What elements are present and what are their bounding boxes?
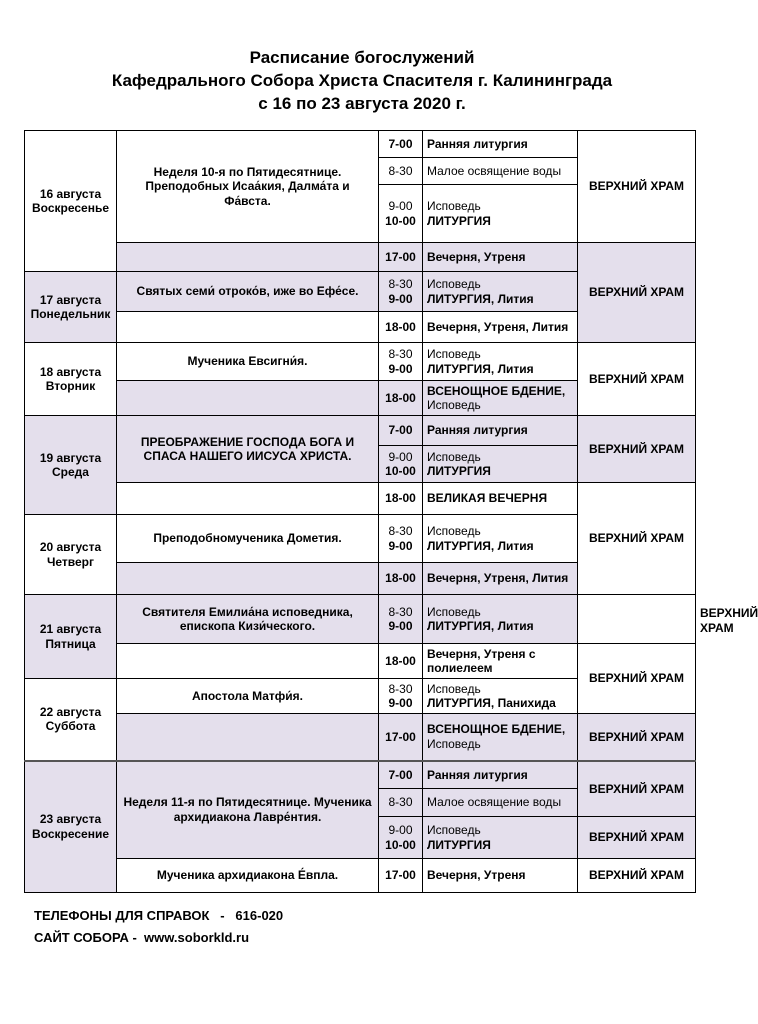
- feast-cell: Неделя 10-я по Пятидесятнице. Преподобных Исаа́кия, Далма́та и Фа́вста.: [117, 131, 379, 243]
- time-cell: 17-00: [379, 714, 423, 761]
- hall-cell: ВЕРХНИЙ ХРАМ: [578, 483, 696, 595]
- service-cell: [423, 381, 578, 416]
- service-line: ЛИТУРГИЯ: [427, 213, 491, 228]
- day-cell: [25, 679, 117, 761]
- table-row: [25, 483, 696, 515]
- service-cell: [423, 679, 578, 714]
- service-cell: Вечерня, Утреня: [423, 243, 578, 272]
- empty-cell: [117, 381, 379, 416]
- time-line: 8-30: [388, 277, 413, 292]
- table-row: [25, 859, 696, 893]
- day-date: 16 августа: [39, 186, 102, 201]
- table-row: [25, 416, 696, 446]
- empty-cell: [117, 312, 379, 343]
- service-line: Исповедь: [427, 199, 481, 214]
- service-line: ВСЕНОЩНОЕ БДЕНИЕ,: [427, 722, 566, 737]
- day-weekday: Пятница: [45, 636, 96, 651]
- time-line: 8-30: [388, 524, 413, 539]
- time-cell: [379, 679, 423, 714]
- service-cell: [423, 595, 578, 644]
- table-row: 18-00 Вечерня, Утреня, Лития ВЕРХНИЙ ХРАМ: [25, 563, 696, 595]
- time-line: 10-00: [385, 213, 416, 228]
- hall-cell: ВЕРХНИЙ ХРАМ: [578, 859, 696, 893]
- time-line: 9-00: [388, 199, 413, 214]
- time-cell: [379, 272, 423, 312]
- hall-cell: ВЕРХНИЙ ХРАМ: [578, 416, 696, 483]
- service-cell: [423, 714, 578, 761]
- day-cell: [25, 515, 117, 595]
- table-row: [25, 595, 696, 644]
- time-line: 9-00: [388, 449, 413, 464]
- day-date: 17 августа: [39, 292, 102, 307]
- time-line: 9-00: [388, 696, 413, 710]
- day-date: 18 августа: [39, 364, 102, 379]
- day-date: 20 августа: [39, 540, 102, 555]
- day-cell: [25, 343, 117, 416]
- day-cell: [25, 131, 117, 272]
- service-cell: Малое освящение воды: [423, 789, 578, 817]
- time-cell: [379, 595, 423, 644]
- service-cell: [423, 272, 578, 312]
- feast-cell: Апостола Матфи́я.: [117, 679, 379, 714]
- hall-cell: ВЕРХНИЙ ХРАМ: [578, 131, 696, 243]
- time-cell: [379, 446, 423, 483]
- time-cell: 7-00: [379, 131, 423, 158]
- day-weekday: Воскресенье: [31, 201, 109, 215]
- time-line: 9-00: [388, 823, 413, 838]
- time-line: 8-30: [388, 347, 413, 362]
- time-cell: [379, 343, 423, 381]
- day-weekday: Вторник: [45, 379, 96, 393]
- service-cell: Ранняя литургия: [423, 761, 578, 789]
- time-line: 9-00: [388, 291, 413, 306]
- cathedral-name: Кафедрального Собора Христа Спасителя г. Калининграда: [111, 71, 613, 90]
- empty-cell: [117, 644, 379, 679]
- service-line: ВСЕНОЩНОЕ БДЕНИЕ,: [427, 383, 566, 398]
- empty-cell: [117, 243, 379, 272]
- service-cell: [423, 515, 578, 563]
- feast-cell: Святителя Емилиа́на исповедника, епископа Кизи́ческого.: [117, 595, 379, 644]
- time-line: 10-00: [385, 464, 416, 478]
- feast-cell: Неделя 11-я по Пятидесятнице. Мученика архидиакона Лавре́нтия.: [117, 761, 379, 859]
- site-text: САЙТ СОБОРА - www.soborkld.ru: [34, 930, 250, 945]
- table-row: [25, 644, 696, 679]
- table-row: [25, 343, 696, 381]
- feast-cell: Преподобномученика Дометия.: [117, 515, 379, 563]
- empty-cell: [117, 563, 379, 595]
- time-cell: 18-00: [379, 312, 423, 343]
- time-cell: 17-00: [379, 859, 423, 893]
- service-line: Исповедь: [427, 398, 481, 412]
- time-cell: 18-00: [379, 563, 423, 595]
- time-cell: [379, 817, 423, 859]
- time-cell: 7-00: [379, 761, 423, 789]
- day-cell: [25, 595, 117, 679]
- service-cell: Вечерня, Утреня: [423, 859, 578, 893]
- service-cell: [423, 343, 578, 381]
- time-line: 9-00: [388, 538, 413, 553]
- hall-cell: ВЕРХНИЙ ХРАМ: [578, 761, 696, 817]
- time-line: 10-00: [385, 837, 416, 852]
- hall-cell: ВЕРХНИЙ ХРАМ: [578, 817, 696, 859]
- day-weekday: Понедельник: [30, 307, 111, 321]
- hall-cell: ВЕРХНИЙ ХРАМ: [578, 343, 696, 416]
- hall-cell: ВЕРХНИЙ ХРАМ: [578, 714, 696, 761]
- time-cell: 18-00: [379, 483, 423, 515]
- service-cell: Вечерня, Утреня, Лития: [423, 563, 578, 595]
- day-date: 23 августа: [39, 812, 102, 827]
- service-cell: [423, 185, 578, 243]
- feast-cell: Мученика Евсигни́я.: [117, 343, 379, 381]
- hall-cell: ВЕРХНИЙ ХРАМ: [578, 243, 696, 343]
- service-cell: Вечерня, Утреня, Лития: [423, 312, 578, 343]
- service-cell: Малое освящение воды: [423, 158, 578, 185]
- day-weekday: Воскресение: [31, 826, 109, 841]
- service-line: ЛИТУРГИЯ, Лития: [427, 538, 534, 553]
- service-cell: Ранняя литургия: [423, 416, 578, 446]
- site-info: [34, 930, 249, 945]
- time-cell: 18-00: [379, 644, 423, 679]
- service-cell: ВЕЛИКАЯ ВЕЧЕРНЯ: [423, 483, 578, 515]
- day-cell: [25, 416, 117, 515]
- service-line: Исповедь: [427, 823, 481, 838]
- service-cell: [423, 446, 578, 483]
- service-cell: Вечерня, Утреня с полиелеем: [423, 644, 578, 679]
- service-line: ЛИТУРГИЯ: [427, 464, 491, 478]
- service-line: ЛИТУРГИЯ: [427, 837, 491, 852]
- time-line: 9-00: [388, 361, 413, 376]
- service-cell: [423, 817, 578, 859]
- feast-cell: Святых семи́ отроко́в, иже во Ефе́се.: [117, 272, 379, 312]
- time-cell: [379, 185, 423, 243]
- day-weekday: Среда: [52, 465, 89, 479]
- day-cell: [25, 761, 117, 893]
- service-line: ЛИТУРГИЯ, Лития: [427, 619, 534, 633]
- service-line: ЛИТУРГИЯ, Лития: [427, 361, 534, 376]
- time-line: 8-30: [388, 681, 413, 696]
- service-line: Исповедь: [427, 604, 481, 619]
- schedule-table: [24, 130, 758, 893]
- table-row: [25, 243, 696, 272]
- phone-info: [34, 908, 283, 923]
- feast-cell: Мученика архидиакона Е́впла.: [117, 859, 379, 893]
- table-row: [25, 131, 696, 158]
- time-cell: 17-00: [379, 243, 423, 272]
- time-cell: 18-00: [379, 381, 423, 416]
- service-line: Исповедь: [427, 736, 481, 751]
- service-line: ЛИТУРГИЯ, Лития: [427, 291, 534, 306]
- table-row: [25, 714, 696, 761]
- day-date: 22 августа: [39, 704, 102, 719]
- time-line: 9-00: [388, 619, 413, 633]
- day-weekday: Суббота: [45, 719, 96, 734]
- feast-cell: ПРЕОБРАЖЕНИЕ ГОСПОДА БОГА И СПАСА НАШЕГО ИИСУСА ХРИСТА.: [117, 416, 379, 483]
- day-weekday: Четверг: [46, 554, 95, 569]
- day-date: 19 августа: [39, 450, 102, 465]
- time-line: 8-30: [388, 604, 413, 619]
- service-cell: Ранняя литургия: [423, 131, 578, 158]
- service-line: Исповедь: [427, 347, 481, 362]
- time-cell: 7-00: [379, 416, 423, 446]
- service-line: Исповедь: [427, 524, 481, 539]
- empty-cell: [117, 714, 379, 761]
- empty-cell: [117, 483, 379, 515]
- service-line: ЛИТУРГИЯ, Панихида: [427, 696, 556, 710]
- table-row: [25, 761, 696, 789]
- time-cell: [379, 515, 423, 563]
- time-cell: 8-30: [379, 789, 423, 817]
- service-line: Исповедь: [427, 449, 481, 464]
- day-date: 21 августа: [39, 622, 102, 637]
- day-cell: [25, 272, 117, 343]
- service-line: Исповедь: [427, 681, 481, 696]
- service-line: Исповедь: [427, 277, 481, 292]
- hall-cell: ВЕРХНИЙ ХРАМ: [578, 644, 696, 714]
- date-range: с 16 по 23 августа 2020 г.: [258, 94, 466, 113]
- page-title: Расписание богослужений: [249, 48, 475, 67]
- time-cell: 8-30: [379, 158, 423, 185]
- phone-text: ТЕЛЕФОНЫ ДЛЯ СПРАВОК - 616-020: [34, 908, 284, 923]
